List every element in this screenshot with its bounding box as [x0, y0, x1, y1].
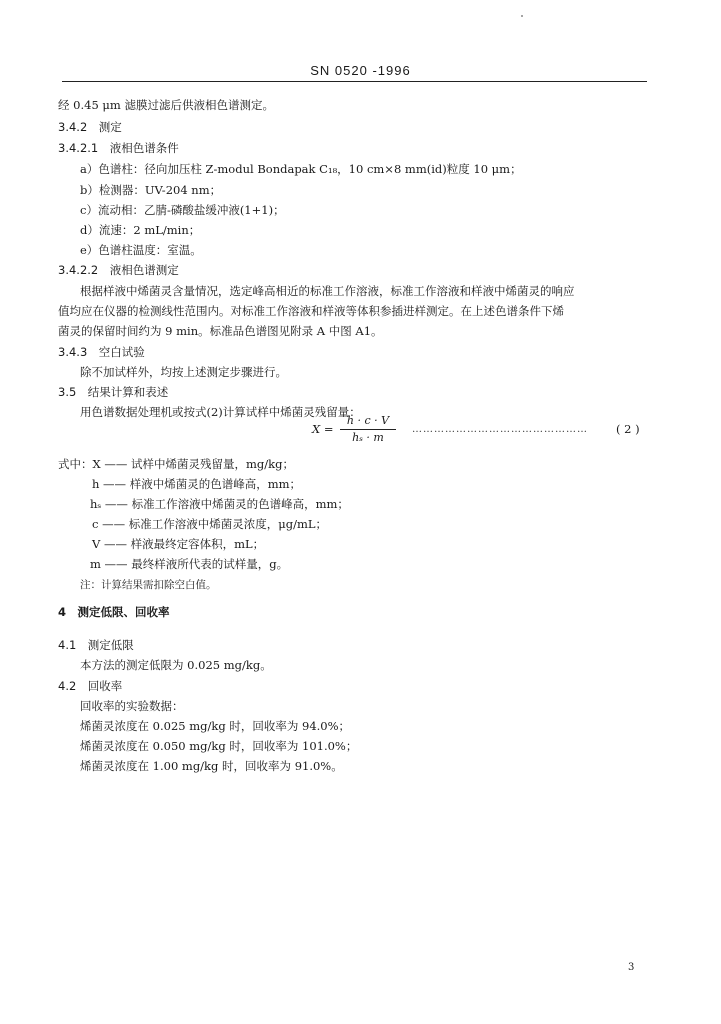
page-number: 3	[628, 962, 635, 973]
standard-number-header: SN 0520 -1996	[310, 63, 411, 78]
recovery-line-3: 烯菌灵浓度在 1.00 mg/kg 时，回收率为 91.0%。	[80, 759, 343, 773]
note-blank: 注：计算结果需扣除空白值。	[80, 579, 217, 591]
formula-denominator: hₛ · m	[352, 431, 384, 444]
detection-limit-text: 本方法的测定低限为 0.025 mg/kg。	[80, 658, 272, 672]
paragraph-line-2: 值均应在仪器的检测线性范围内。对标准工作溶液和样液等体积参插进样测定。在上述色谱条件下烯	[58, 304, 564, 318]
list-item-d: d）流速：2 mL/min；	[80, 223, 201, 237]
where-hs: hₛ —— 标准工作溶液中烯菌灵的色谱峰高，mm；	[90, 497, 349, 511]
scan-speck	[521, 15, 523, 17]
recovery-line-2: 烯菌灵浓度在 0.050 mg/kg 时，回收率为 101.0%；	[80, 739, 358, 753]
paragraph-line-3: 菌灵的保留时间约为 9 min。标准品色谱图见附录 A 中图 A1。	[58, 324, 383, 338]
heading-3-4-3: 3.4.3 空白试验	[58, 345, 145, 359]
where-c: c —— 标准工作溶液中烯菌灵浓度，μg/mL；	[92, 517, 328, 531]
heading-3-5: 3.5 结果计算和表述	[58, 385, 169, 399]
blank-test-text: 除不加试样外，均按上述测定步骤进行。	[80, 365, 287, 379]
calculation-intro: 用色谱数据处理机或按式(2)计算试样中烯菌灵残留量：	[80, 405, 361, 419]
heading-4-1: 4.1 测定低限	[58, 638, 134, 652]
formula-lhs: X =	[312, 422, 334, 436]
list-item-b: b）检测器：UV-204 nm；	[80, 183, 222, 197]
paragraph-line-1: 根据样液中烯菌灵含量情况，选定峰高相近的标准工作溶液，标准工作溶液和样液中烯菌灵的响应	[80, 284, 575, 298]
header-rule	[62, 81, 647, 82]
heading-4-2: 4.2 回收率	[58, 679, 123, 693]
where-x: 式中：X —— 试样中烯菌灵残留量，mg/kg；	[58, 457, 294, 471]
list-item-e: e）色谱柱温度：室温。	[80, 243, 202, 257]
heading-3-4-2-1: 3.4.2.1 液相色谱条件	[58, 141, 179, 155]
where-h: h —— 样液中烯菌灵的色谱峰高，mm；	[92, 477, 302, 491]
fraction-bar	[340, 429, 396, 430]
heading-4: 4 测定低限、回收率	[58, 605, 170, 619]
formula-numerator: h · c · V	[346, 414, 390, 427]
list-item-c: c）流动相：乙腈-磷酸盐缓冲液(1+1)；	[80, 203, 285, 217]
where-m: m —— 最终样液所代表的试样量，g。	[90, 557, 289, 571]
formula-fraction	[340, 414, 396, 445]
list-item-a: a）色谱柱：径向加压柱 Z-modul Bondapak C₁₈，10 cm×8 mm(id)粒度 10 μm；	[80, 162, 522, 176]
recovery-intro: 回收率的实验数据：	[80, 699, 184, 713]
text-line-filter: 经 0.45 μm 滤膜过滤后供液相色谱测定。	[58, 98, 274, 112]
heading-3-4-2: 3.4.2 测定	[58, 120, 122, 134]
recovery-line-1: 烯菌灵浓度在 0.025 mg/kg 时，回收率为 94.0%；	[80, 719, 351, 733]
formula-leader-dots: …………………………………………	[412, 424, 588, 435]
heading-3-4-2-2: 3.4.2.2 液相色谱测定	[58, 263, 179, 277]
formula-number: ( 2 )	[616, 422, 640, 436]
where-v: V —— 样液最终定容体积，mL；	[92, 537, 265, 551]
